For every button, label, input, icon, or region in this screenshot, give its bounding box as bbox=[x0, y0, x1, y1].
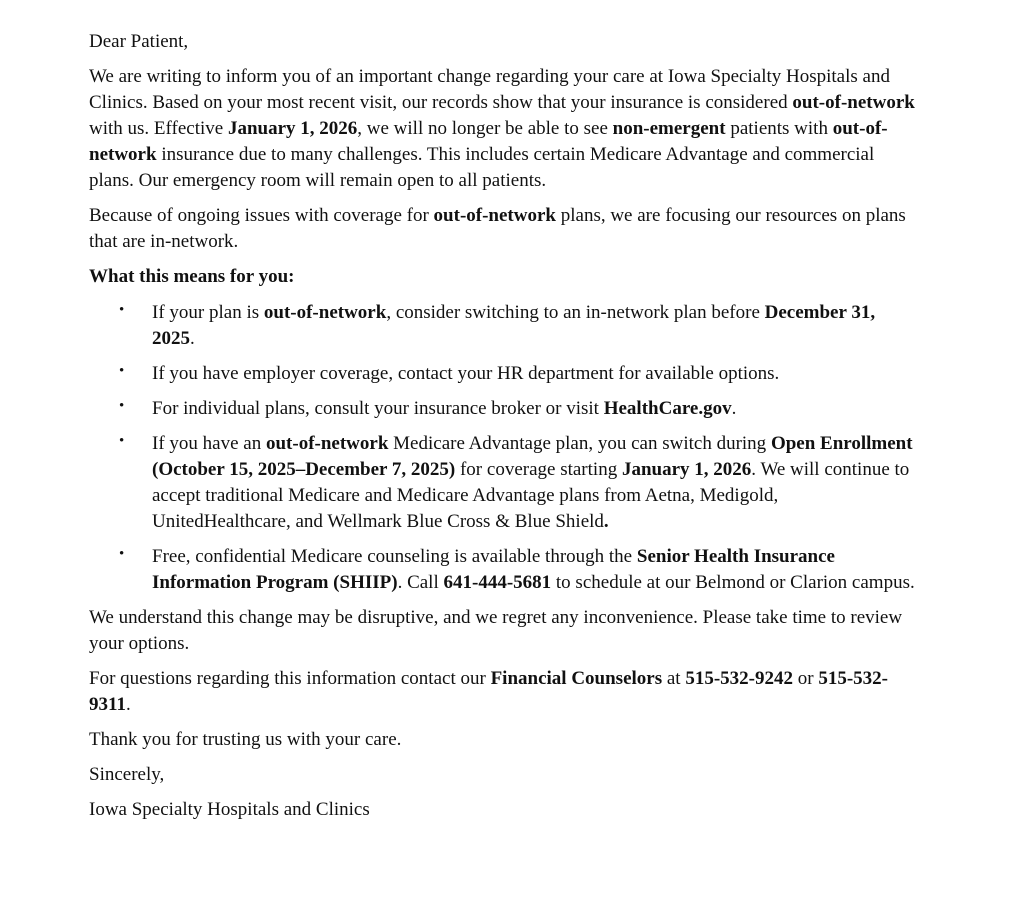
bullet-icon: • bbox=[119, 546, 125, 562]
closing-line: Sincerely, bbox=[89, 764, 165, 785]
emphasis-effective-date: January 1, 2026 bbox=[227, 118, 358, 139]
section-heading: What this means for you: bbox=[89, 266, 295, 287]
bullet-icon: • bbox=[119, 433, 125, 449]
signature: Iowa Specialty Hospitals and Clinics bbox=[89, 799, 370, 820]
list-item: • Free, confidential Medicare counseling is available through the Senior Health Insurance Information Program (SHIIP). Call 641-444-5681 to schedule at our Belmond or Clarion campus. bbox=[89, 544, 919, 596]
bullet-icon: • bbox=[119, 363, 125, 379]
intro-paragraph: We are writing to inform you of an important change regarding your care at Iowa Specialty Hospitals and Clinics. Based on your most recent visit, our records show that your insurance is considered out-of-network with us. Effective January 1, 2026, we will no longer be able to see non-emergent patients with out-of-network insurance due to many challenges. This includes certain Medicare Advantage and commercial plans. Our emergency room will remain open to all patients. bbox=[89, 66, 915, 191]
list-item: • If you have an out-of-network Medicare Advantage plan, you can switch during Open Enrollment (October 15, 2025–December 7, 2025) for coverage starting January 1, 2026. We will continue to accept traditional Medicare and Medicare Advantage plans from Aetna, Medigold, UnitedHealthcare, and Wellmark Blue Cross & Blue Shield. bbox=[89, 431, 919, 535]
reason-paragraph: Because of ongoing issues with coverage for out-of-network plans, we are focusing our resources on plans that are in-network. bbox=[89, 205, 906, 252]
list-item: • For individual plans, consult your insurance broker or visit HealthCare.gov. bbox=[89, 396, 919, 422]
phone-number-2: 515-532-9311 bbox=[89, 668, 888, 715]
contact-paragraph: For questions regarding this information contact our Financial Counselors at 515-532-9242 or 515-532-9311. bbox=[89, 668, 888, 715]
list-item: • If your plan is out-of-network, consider switching to an in-network plan before December 31, 2025. bbox=[89, 300, 919, 352]
emphasis-out-of-network: out-of-network bbox=[433, 205, 556, 226]
apology-paragraph: We understand this change may be disruptive, and we regret any inconvenience. Please take time to review your options. bbox=[89, 607, 903, 654]
bullet-icon: • bbox=[119, 302, 125, 318]
emphasis-non-emergent: non-emergent bbox=[612, 118, 726, 139]
healthcare-gov-link: HealthCare.gov bbox=[603, 398, 732, 419]
phone-number-1: 515-532-9242 bbox=[685, 668, 793, 689]
emphasis-out-of-network: out-of-network bbox=[89, 118, 888, 165]
emphasis-out-of-network: out-of-network bbox=[792, 92, 915, 113]
letter bbox=[89, 29, 919, 832]
list-item: • If you have employer coverage, contact your HR department for available options. bbox=[89, 361, 919, 387]
thanks-line: Thank you for trusting us with your care. bbox=[89, 729, 402, 750]
bullet-list bbox=[89, 300, 919, 596]
salutation: Dear Patient, bbox=[89, 31, 189, 52]
bullet-icon: • bbox=[119, 398, 125, 414]
shiip-phone: 641-444-5681 bbox=[443, 572, 552, 593]
